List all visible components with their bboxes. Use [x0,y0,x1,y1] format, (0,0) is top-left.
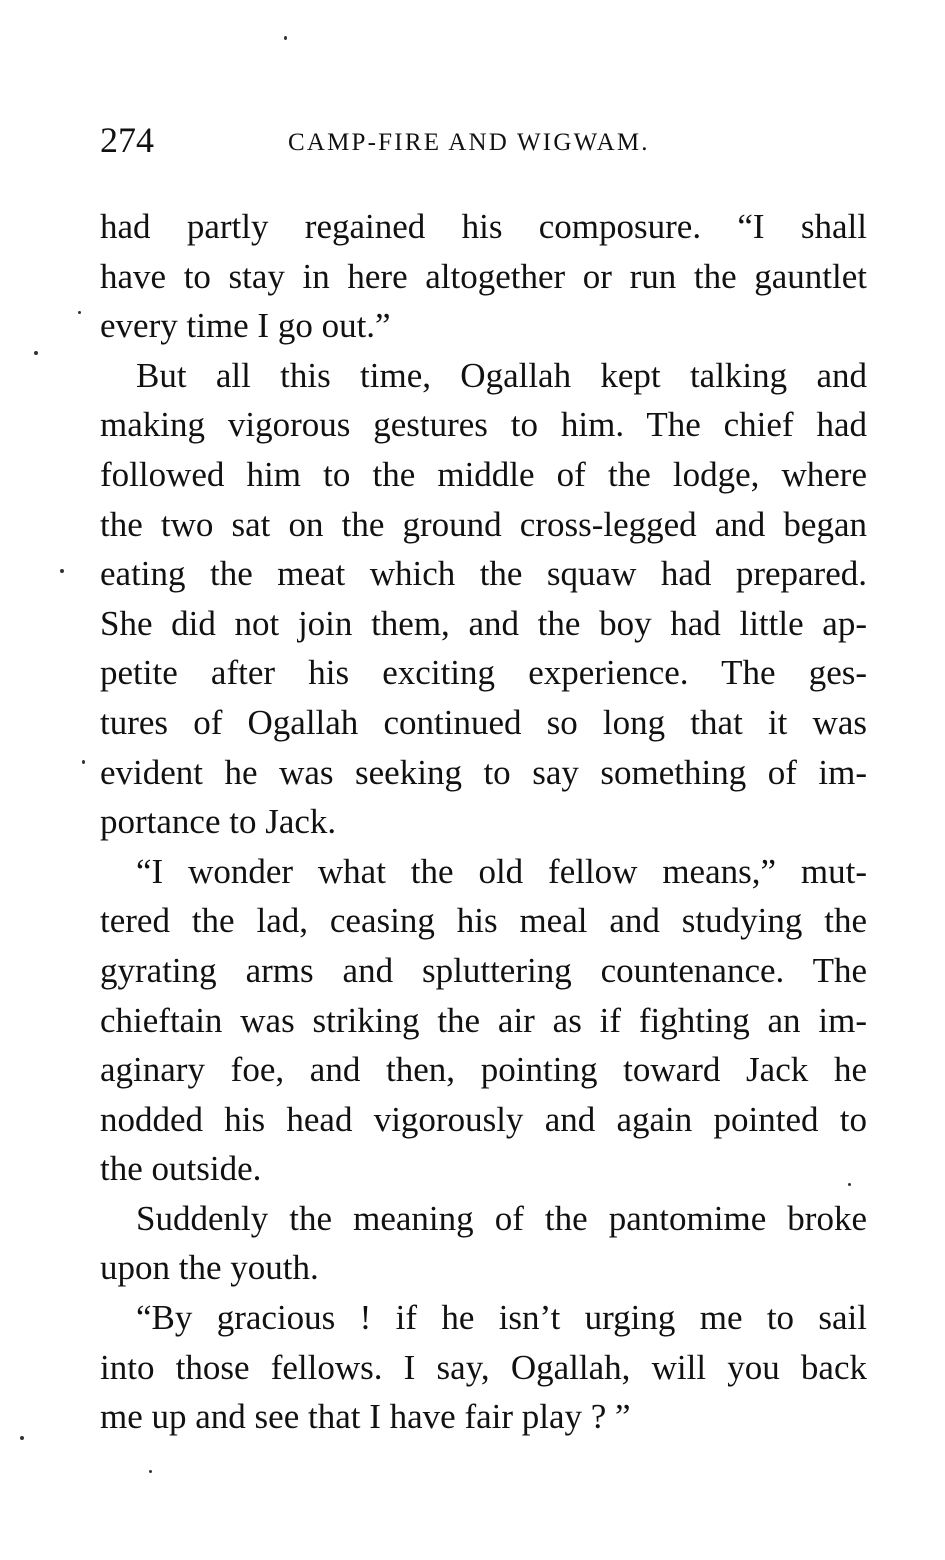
text-line: upon the youth. [100,1248,319,1288]
text-line: nodded his head vigorously and again pointed to [100,1099,867,1139]
text-line: aginary foe, and then, pointing toward Jack he [100,1050,867,1090]
text-line: gyrating arms and spluttering countenance. The [100,950,867,990]
text-line: But all this time, Ogallah kept talking and [136,355,867,395]
scan-speck [82,760,85,764]
text-line: chieftain was striking the air as if fighting an im- [100,1000,867,1040]
text-line: followed him to the middle of the lodge, where [100,454,867,494]
text-line: making vigorous gestures to him. The chief had [100,405,867,445]
scan-speck [20,1436,24,1440]
text-line: petite after his exciting experience. The ges- [100,653,867,693]
scan-speck [284,36,287,40]
text-line: every time I go out.” [100,306,391,346]
text-line: Suddenly the meaning of the pantomime broke [136,1198,867,1238]
page-number: 274 [100,120,154,160]
paragraph-1 [100,202,867,351]
paragraph-3 [100,847,867,1194]
text-line: “I wonder what the old fellow means,” mut- [136,851,867,891]
body-text [100,202,867,1442]
text-line: evident he was seeking to say something of im- [100,752,867,792]
paragraph-5 [100,1293,867,1442]
text-line: tered the lad, ceasing his meal and studying the [100,901,867,941]
text-line: had partly regained his composure. “I shall [100,207,867,246]
scan-speck [149,1470,152,1473]
scan-speck [60,569,64,573]
text-line: “By gracious ! if he isn’t urging me to sail [136,1298,867,1338]
paragraph-2 [100,351,867,847]
text-line: the outside. [100,1149,262,1189]
scan-speck [78,311,81,314]
page-header [100,118,870,168]
text-line: She did not join them, and the boy had little ap- [100,603,867,643]
text-line: portance to Jack. [100,802,337,842]
text-line: have to stay in here altogether or run the gauntlet [100,256,867,296]
text-line: eating the meat which the squaw had prepared. [100,554,867,594]
scan-speck [848,1183,851,1186]
text-line: the two sat on the ground cross-legged and began [100,504,867,544]
paragraph-4 [100,1194,867,1293]
text-line: tures of Ogallah continued so long that it was [100,702,867,742]
running-head: CAMP-FIRE AND WIGWAM. [288,129,650,156]
scan-speck [34,351,38,355]
text-line: into those fellows. I say, Ogallah, will you back [100,1347,867,1387]
text-line: me up and see that I have fair play ? ” [100,1397,631,1437]
